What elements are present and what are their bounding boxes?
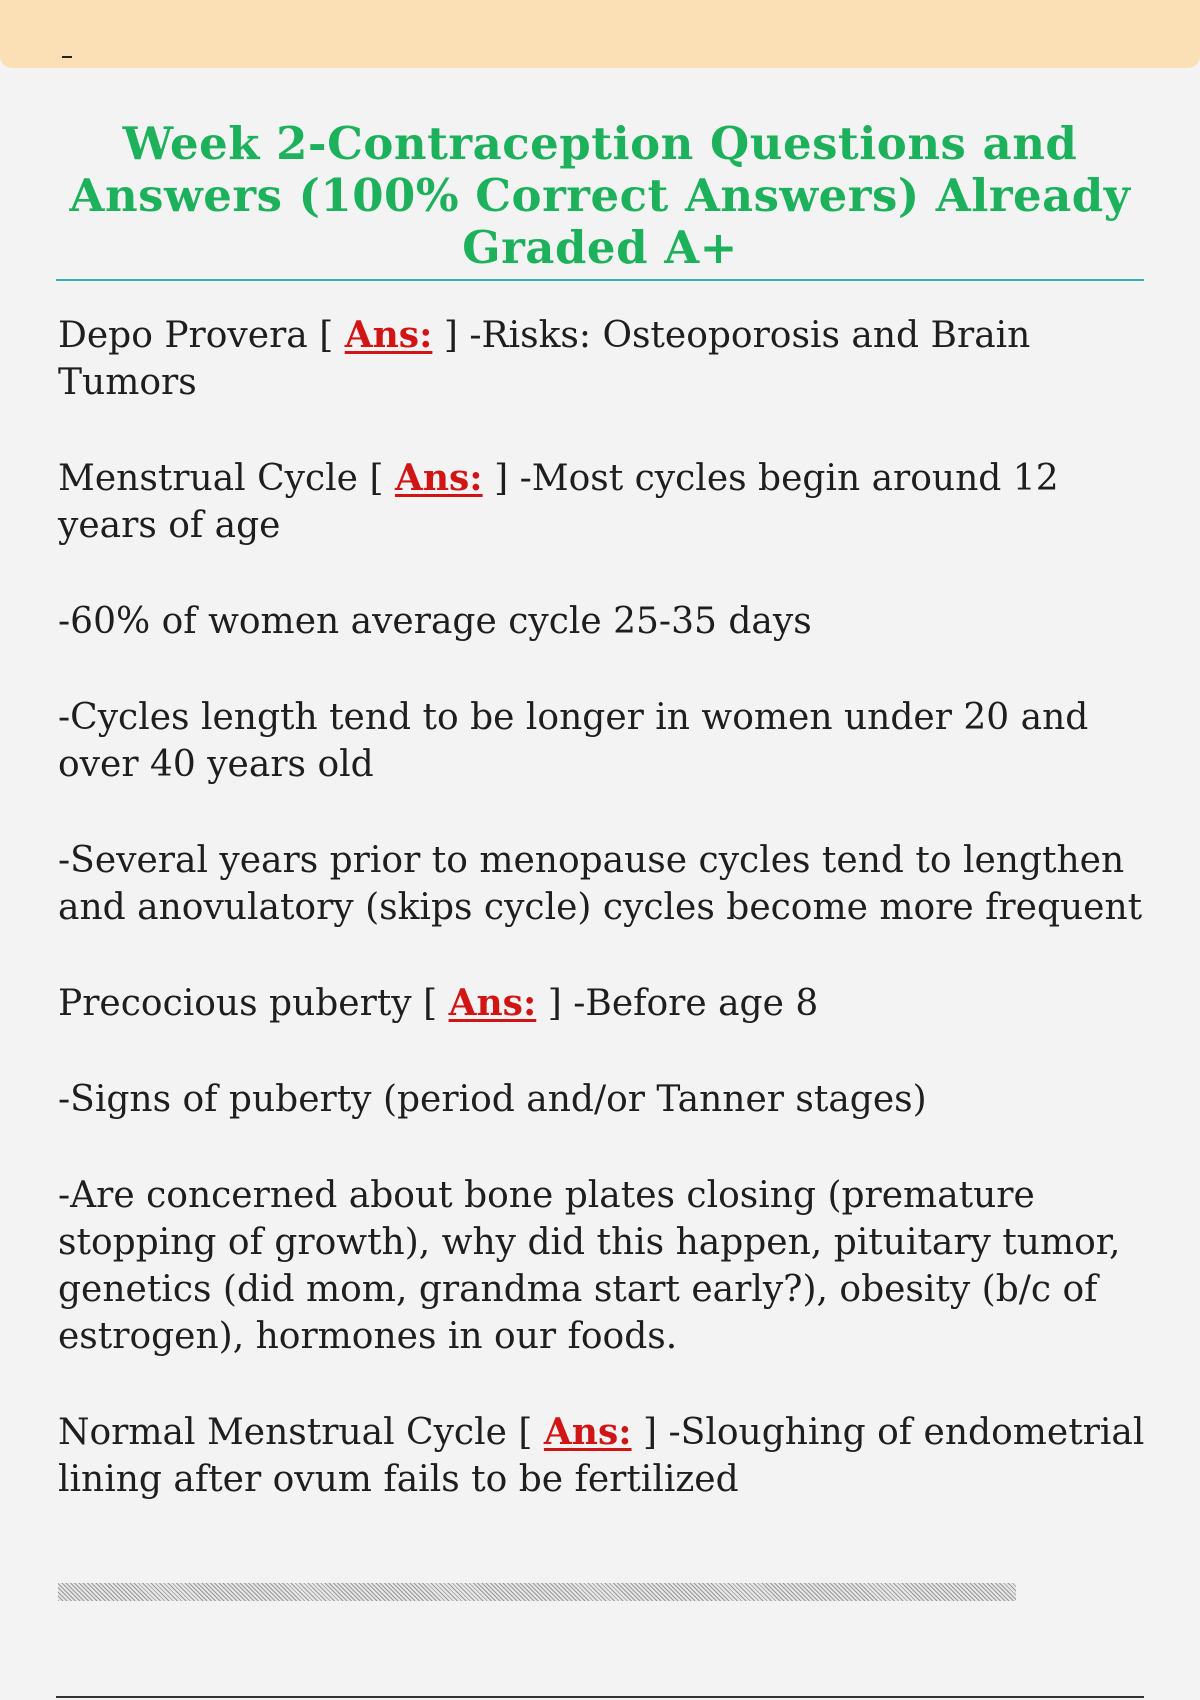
entry-answer: -Risks: Osteoporosis and Brain Tumors [58,315,1031,403]
entry-answer: -Before age 8 [573,983,819,1024]
entry-answer: -Sloughing of endometrial lining after ovum fails to be fertilized [58,1412,1145,1500]
title-divider [56,279,1144,281]
entry-term: Menstrual Cycle [58,458,358,499]
entry-answer: -Most cycles begin around 12 years of age [58,458,1059,546]
entry-term: Depo Provera [58,315,308,356]
bracket-close: ] [643,1412,658,1453]
ans-label: Ans: [344,314,433,356]
qa-entry-menstrual-cycle [58,455,1148,549]
bracket-open: [ [423,983,438,1024]
qa-entry-depo-provera [58,312,1148,406]
answer-detail-paragraph: -60% of women average cycle 25-35 days [58,601,812,642]
answer-detail-paragraph: -Are concerned about bone plates closing (premature stopping of growth), why did this happen, pituitary tumor, genetics (did mom, grandma start early?), obesity (b/c of estrogen), hormones in our foods. [58,1175,1121,1357]
answer-detail-paragraph: -Cycles length tend to be longer in women under 20 and over 40 years old [58,697,1089,785]
qa-entry-normal-menstrual-cycle [58,1409,1148,1503]
answer-detail-paragraph: -Signs of puberty (period and/or Tanner stages) [58,1079,927,1120]
top-banner [0,0,1200,68]
bracket-open: [ [319,315,334,356]
ans-label: Ans: [448,982,537,1024]
footer-divider [56,1696,1144,1698]
qa-entry-precocious-puberty [58,980,1148,1027]
page-number-fragment [62,56,72,62]
entry-term: Normal Menstrual Cycle [58,1412,507,1453]
bracket-open: [ [518,1412,533,1453]
ans-label: Ans: [543,1411,632,1453]
bracket-open: [ [369,458,384,499]
redacted-text-line [58,1583,1016,1601]
ans-label: Ans: [394,457,483,499]
answer-detail-paragraph: -Several years prior to menopause cycles tend to lengthen and anovulatory (skips cycle) cycles become more frequent [58,840,1143,928]
bracket-close: ] [494,458,509,499]
document-body [58,312,1148,1552]
document-title: Week 2-Contraception Questions and Answers (100% Correct Answers) Already Graded A+ [69,117,1131,274]
bracket-close: ] [547,983,562,1024]
bracket-close: ] [443,315,458,356]
entry-term: Precocious puberty [58,983,412,1024]
